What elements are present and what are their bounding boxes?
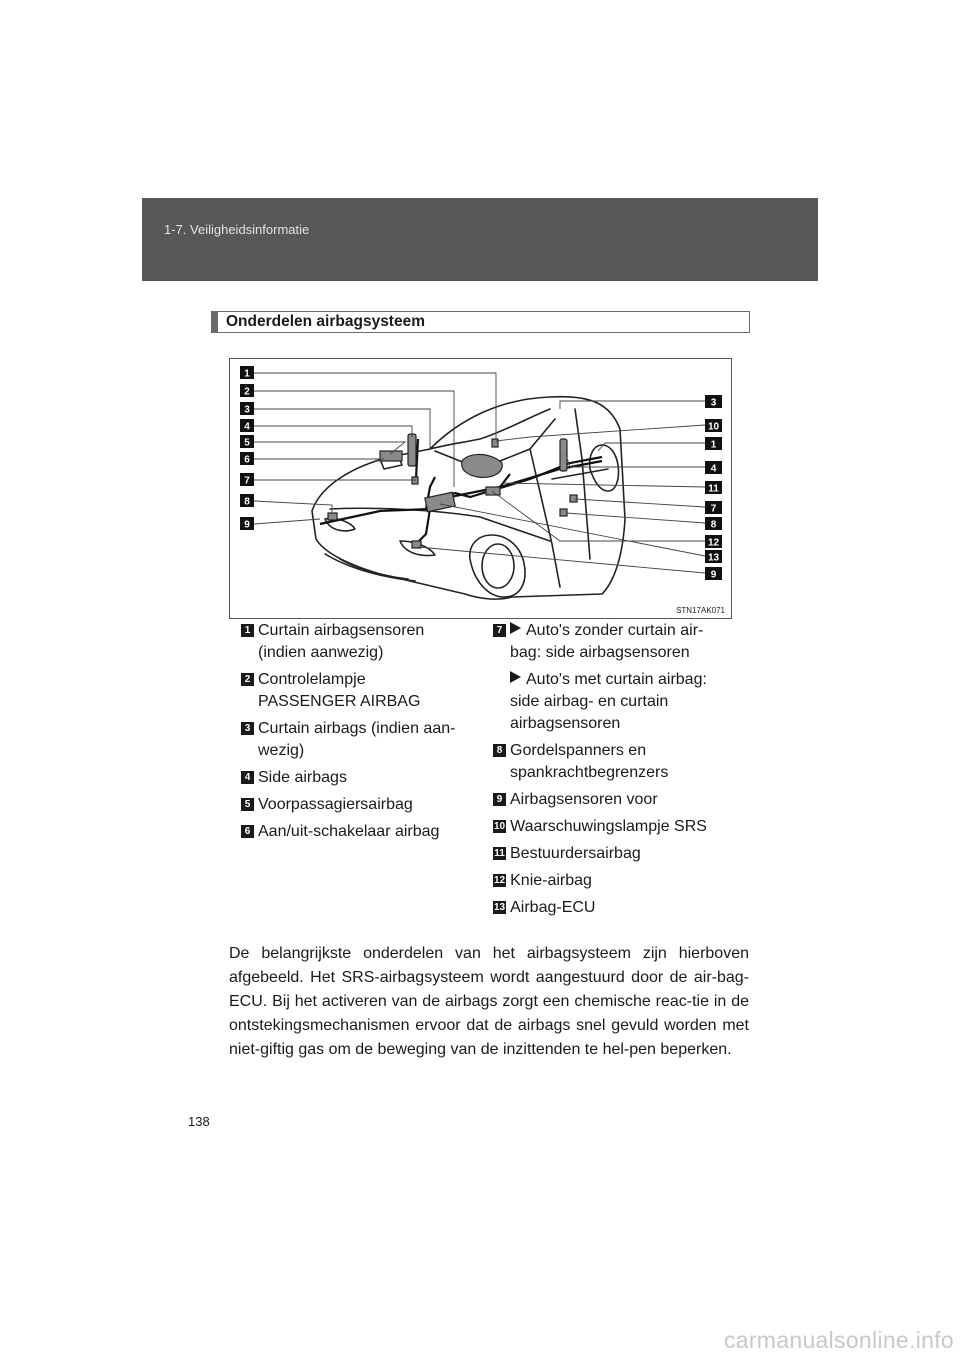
- legend-badge: 8: [493, 744, 506, 757]
- callout-right-11: 11: [708, 483, 719, 495]
- legend-badge: 7: [493, 624, 506, 637]
- legend-item: [241, 718, 471, 762]
- legend-item: [241, 620, 471, 664]
- legend-item: [241, 669, 471, 713]
- legend-text: Side airbags: [258, 769, 347, 786]
- legend-text: Airbag-ECU: [510, 899, 596, 916]
- legend-item-7: [493, 620, 743, 664]
- legend-item: [493, 843, 743, 865]
- legend-badge: 4: [241, 771, 254, 784]
- legend-subitem: [493, 669, 743, 735]
- legend-left: [241, 620, 471, 848]
- callout-left-8: 8: [244, 496, 250, 508]
- callout-left-5: 5: [244, 437, 250, 449]
- legend-text: Gordelspanners en spankrachtbegrenzers: [510, 742, 669, 781]
- section-title: Onderdelen airbagsysteem: [226, 313, 425, 330]
- legend-item: [241, 794, 471, 816]
- callout-right-12: 12: [707, 537, 720, 549]
- callout-left-1: 1: [244, 368, 250, 380]
- legend-item: [241, 821, 471, 843]
- triangle-bullet-icon: [510, 622, 521, 634]
- callout-left-3: 3: [244, 404, 250, 416]
- callout-right-8: 8: [710, 519, 717, 531]
- legend-item: [493, 870, 743, 892]
- airbag-diagram: [229, 358, 732, 619]
- page-number: 138: [188, 1114, 210, 1129]
- figure-code: STN17AK071: [676, 606, 725, 615]
- callout-left-7: 7: [244, 475, 250, 487]
- legend-item: [493, 740, 743, 784]
- legend-item: [493, 789, 743, 811]
- legend-text: Curtain airbagsensoren (indien aanwezig): [258, 622, 425, 661]
- legend-right: [493, 620, 743, 924]
- callout-right-3: 3: [710, 397, 717, 409]
- right-callouts: [705, 395, 722, 581]
- legend-badge: 12: [494, 875, 506, 886]
- triangle-bullet-icon: [510, 671, 521, 683]
- legend-text: Curtain airbags (indien aan-wezig): [258, 720, 456, 759]
- legend-text: Bestuurdersairbag: [510, 845, 641, 862]
- legend-badge: 6: [241, 825, 254, 838]
- callout-right-10: 10: [707, 421, 720, 433]
- legend-badge: 10: [494, 821, 506, 832]
- legend-badge: 2: [241, 673, 254, 686]
- legend-text: Knie-airbag: [510, 872, 592, 889]
- callout-right-4: 4: [710, 463, 717, 475]
- legend-text: Aan/uit-schakelaar airbag: [258, 823, 440, 840]
- callout-right-7: 7: [710, 503, 717, 515]
- legend-item: [493, 816, 743, 838]
- section-title-box: [211, 311, 750, 333]
- legend-text: Waarschuwingslampje SRS: [510, 818, 707, 835]
- callout-left-6: 6: [244, 454, 250, 466]
- legend-badge: 11: [494, 848, 505, 859]
- legend-text: Auto's met curtain airbag: side airbag- en curtain airbagsensoren: [510, 671, 707, 732]
- left-callouts: [240, 366, 254, 531]
- callout-left-9: 9: [244, 519, 250, 531]
- legend-badge: 1: [241, 624, 254, 637]
- section-header: 1-7. Veiligheidsinformatie: [164, 222, 310, 237]
- legend-badge: 3: [241, 722, 254, 735]
- callout-left-2: 2: [244, 386, 250, 398]
- legend-item: [493, 897, 743, 919]
- legend-text: Controlelampje PASSENGER AIRBAG: [258, 671, 421, 710]
- legend-text: Airbagsensoren voor: [510, 791, 658, 808]
- watermark: carmanualsonline.info: [723, 1327, 954, 1353]
- header-band: [142, 198, 818, 281]
- legend-item: [241, 767, 471, 789]
- legend-badge: 9: [493, 793, 506, 806]
- legend-text: Voorpassagiersairbag: [258, 796, 413, 813]
- body-paragraph: De belangrijkste onderdelen van het airbagsysteem zijn hierboven afgebeeld. Het SRS-airbagsysteem wordt aangestuurd door de air-bag-ECU. Bij het activeren van de airbags zorgt een chemische reac-tie in de ontstekingsmechanismen ervoor dat de airbags snel gevuld worden met niet-giftig gas om de beweging van de inzittenden te hel-pen beperken.: [229, 945, 749, 1058]
- car-illustration: [230, 359, 731, 618]
- legend-badge: 13: [494, 902, 506, 913]
- callout-right-1: 1: [710, 439, 717, 451]
- legend-badge: 5: [241, 798, 254, 811]
- section-title-bar: [212, 312, 218, 332]
- legend-text: Auto's zonder curtain air-bag: side airbagsensoren: [510, 622, 704, 661]
- callout-left-4: 4: [244, 421, 250, 433]
- callout-right-9: 9: [710, 569, 717, 581]
- callout-right-13: 13: [707, 552, 720, 564]
